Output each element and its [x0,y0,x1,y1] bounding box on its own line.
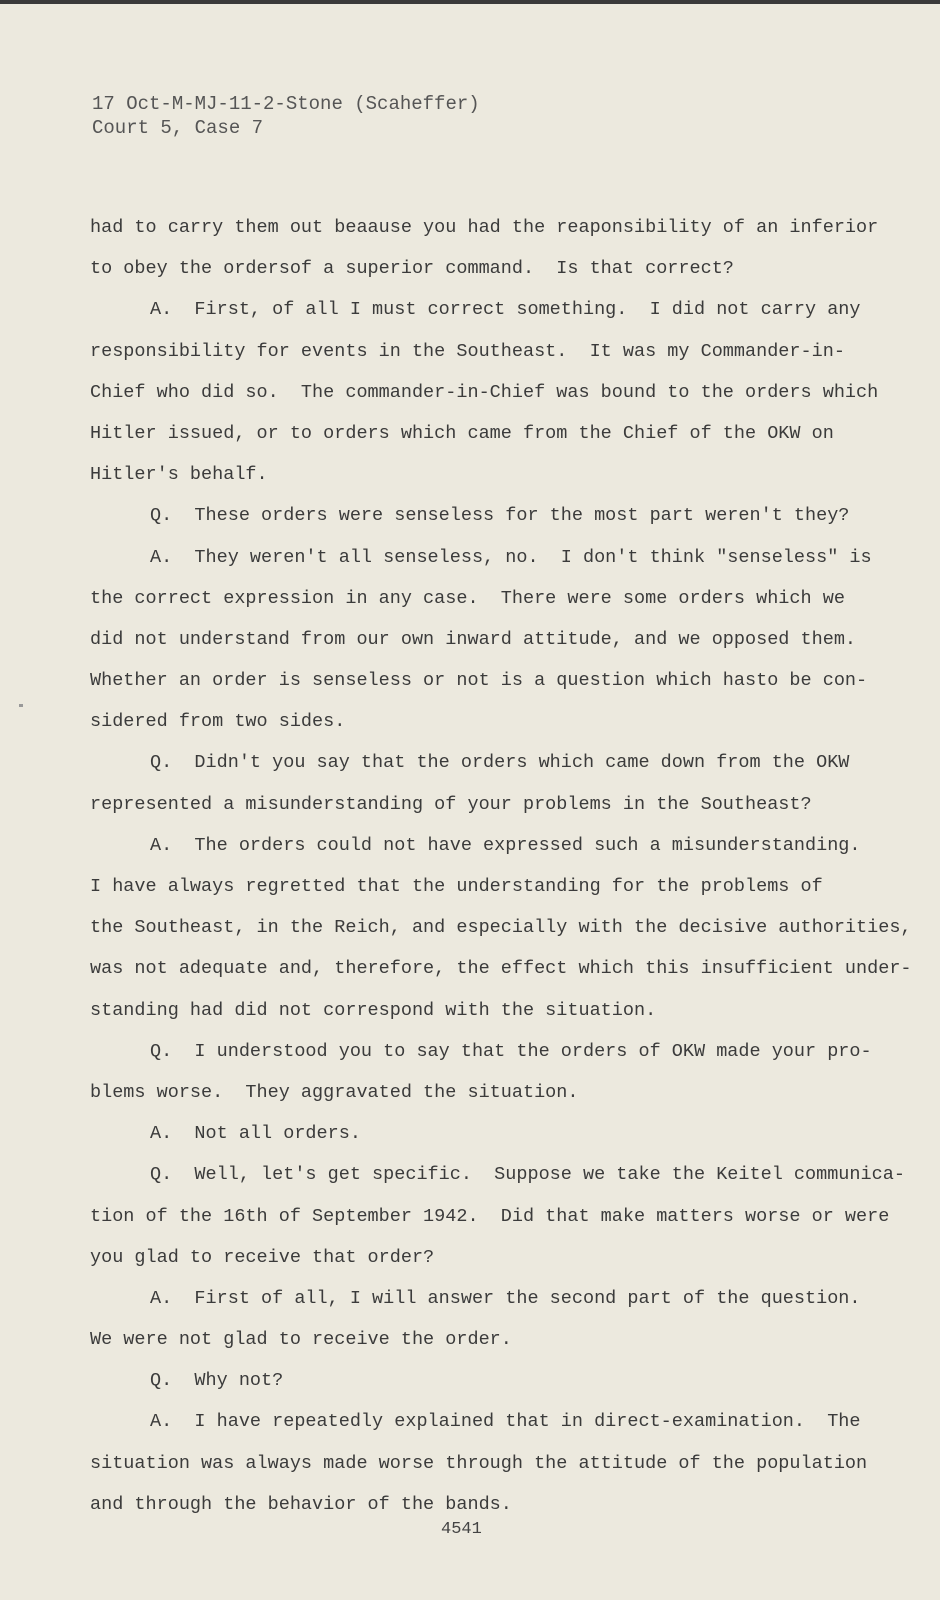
transcript-line: tion of the 16th of September 1942. Did that make matters worse or were [90,1205,890,1227]
transcript-line: and through the behavior of the bands. [90,1493,512,1515]
transcript-line: Q. Didn't you say that the orders which came down from the OKW [150,752,850,774]
transcript-line: Q. These orders were senseless for the most part weren't they? [150,505,850,527]
transcript-body [90,207,912,1525]
transcript-line: you glad to receive that order? [90,1246,435,1268]
transcript-line: standing had did not correspond with the situation. [90,999,657,1021]
transcript-line: A. First, of all I must correct something. I did not carry any [150,299,861,321]
transcript-line: had to carry them out beaause you had the reaponsibility of an inferior [90,217,879,238]
transcript-line: A. Not all orders. [150,1123,361,1145]
transcript-line: the Southeast, in the Reich, and especially with the decisive authorities, [90,917,912,939]
margin-mark [19,704,23,707]
transcript-line: Q. Well, let's get specific. Suppose we take the Keitel communica- [150,1164,905,1186]
document-page [0,4,940,1600]
transcript-line: I have always regretted that the understanding for the problems of [90,876,823,897]
transcript-line: situation was always made worse through the attitude of the population [90,1452,868,1474]
transcript-line: A. The orders could not have expressed such a misunderstanding. [150,834,861,856]
transcript-line: A. They weren't all senseless, no. I don't think "senseless" is [150,546,872,568]
transcript-line: Chief who did so. The commander-in-Chief was bound to the orders which [90,381,879,403]
transcript-line: Hitler's behalf. [90,464,268,486]
document-header [92,92,480,140]
transcript-line: We were not glad to receive the order. [90,1329,512,1351]
transcript-line: the correct expression in any case. There were some orders which we [90,587,845,609]
transcript-line: A. First of all, I will answer the second part of the question. [150,1287,861,1309]
transcript-line: represented a misunderstanding of your problems in the Southeast? [90,793,812,815]
transcript-line: was not adequate and, therefore, the effect which this insufficient under- [90,958,912,980]
transcript-line: A. I have repeatedly explained that in direct-examination. The [150,1411,861,1433]
transcript-line: did not understand from our own inward attitude, and we opposed them. [90,628,857,650]
transcript-line: responsibility for events in the Southeast. It was my Commander-in- [90,340,845,362]
page-number: 4541 [441,1520,482,1539]
transcript-line: Q. Why not? [150,1370,284,1392]
transcript-line: sidered from two sides. [90,711,346,733]
transcript-line: Q. I understood you to say that the orders of OKW made your pro- [150,1040,872,1062]
transcript-line: Whether an order is senseless or not is a question which hasto be con- [90,670,868,692]
transcript-line: Hitler issued, or to orders which came from the Chief of the OKW on [90,422,834,444]
header-reference-line: 17 Oct-M-MJ-11-2-Stone (Scaheffer) [92,93,480,115]
transcript-line: blems worse. They aggravated the situation. [90,1081,579,1103]
transcript-line: to obey the ordersof a superior command. Is that correct? [90,258,734,280]
header-court-line: Court 5, Case 7 [92,117,264,139]
